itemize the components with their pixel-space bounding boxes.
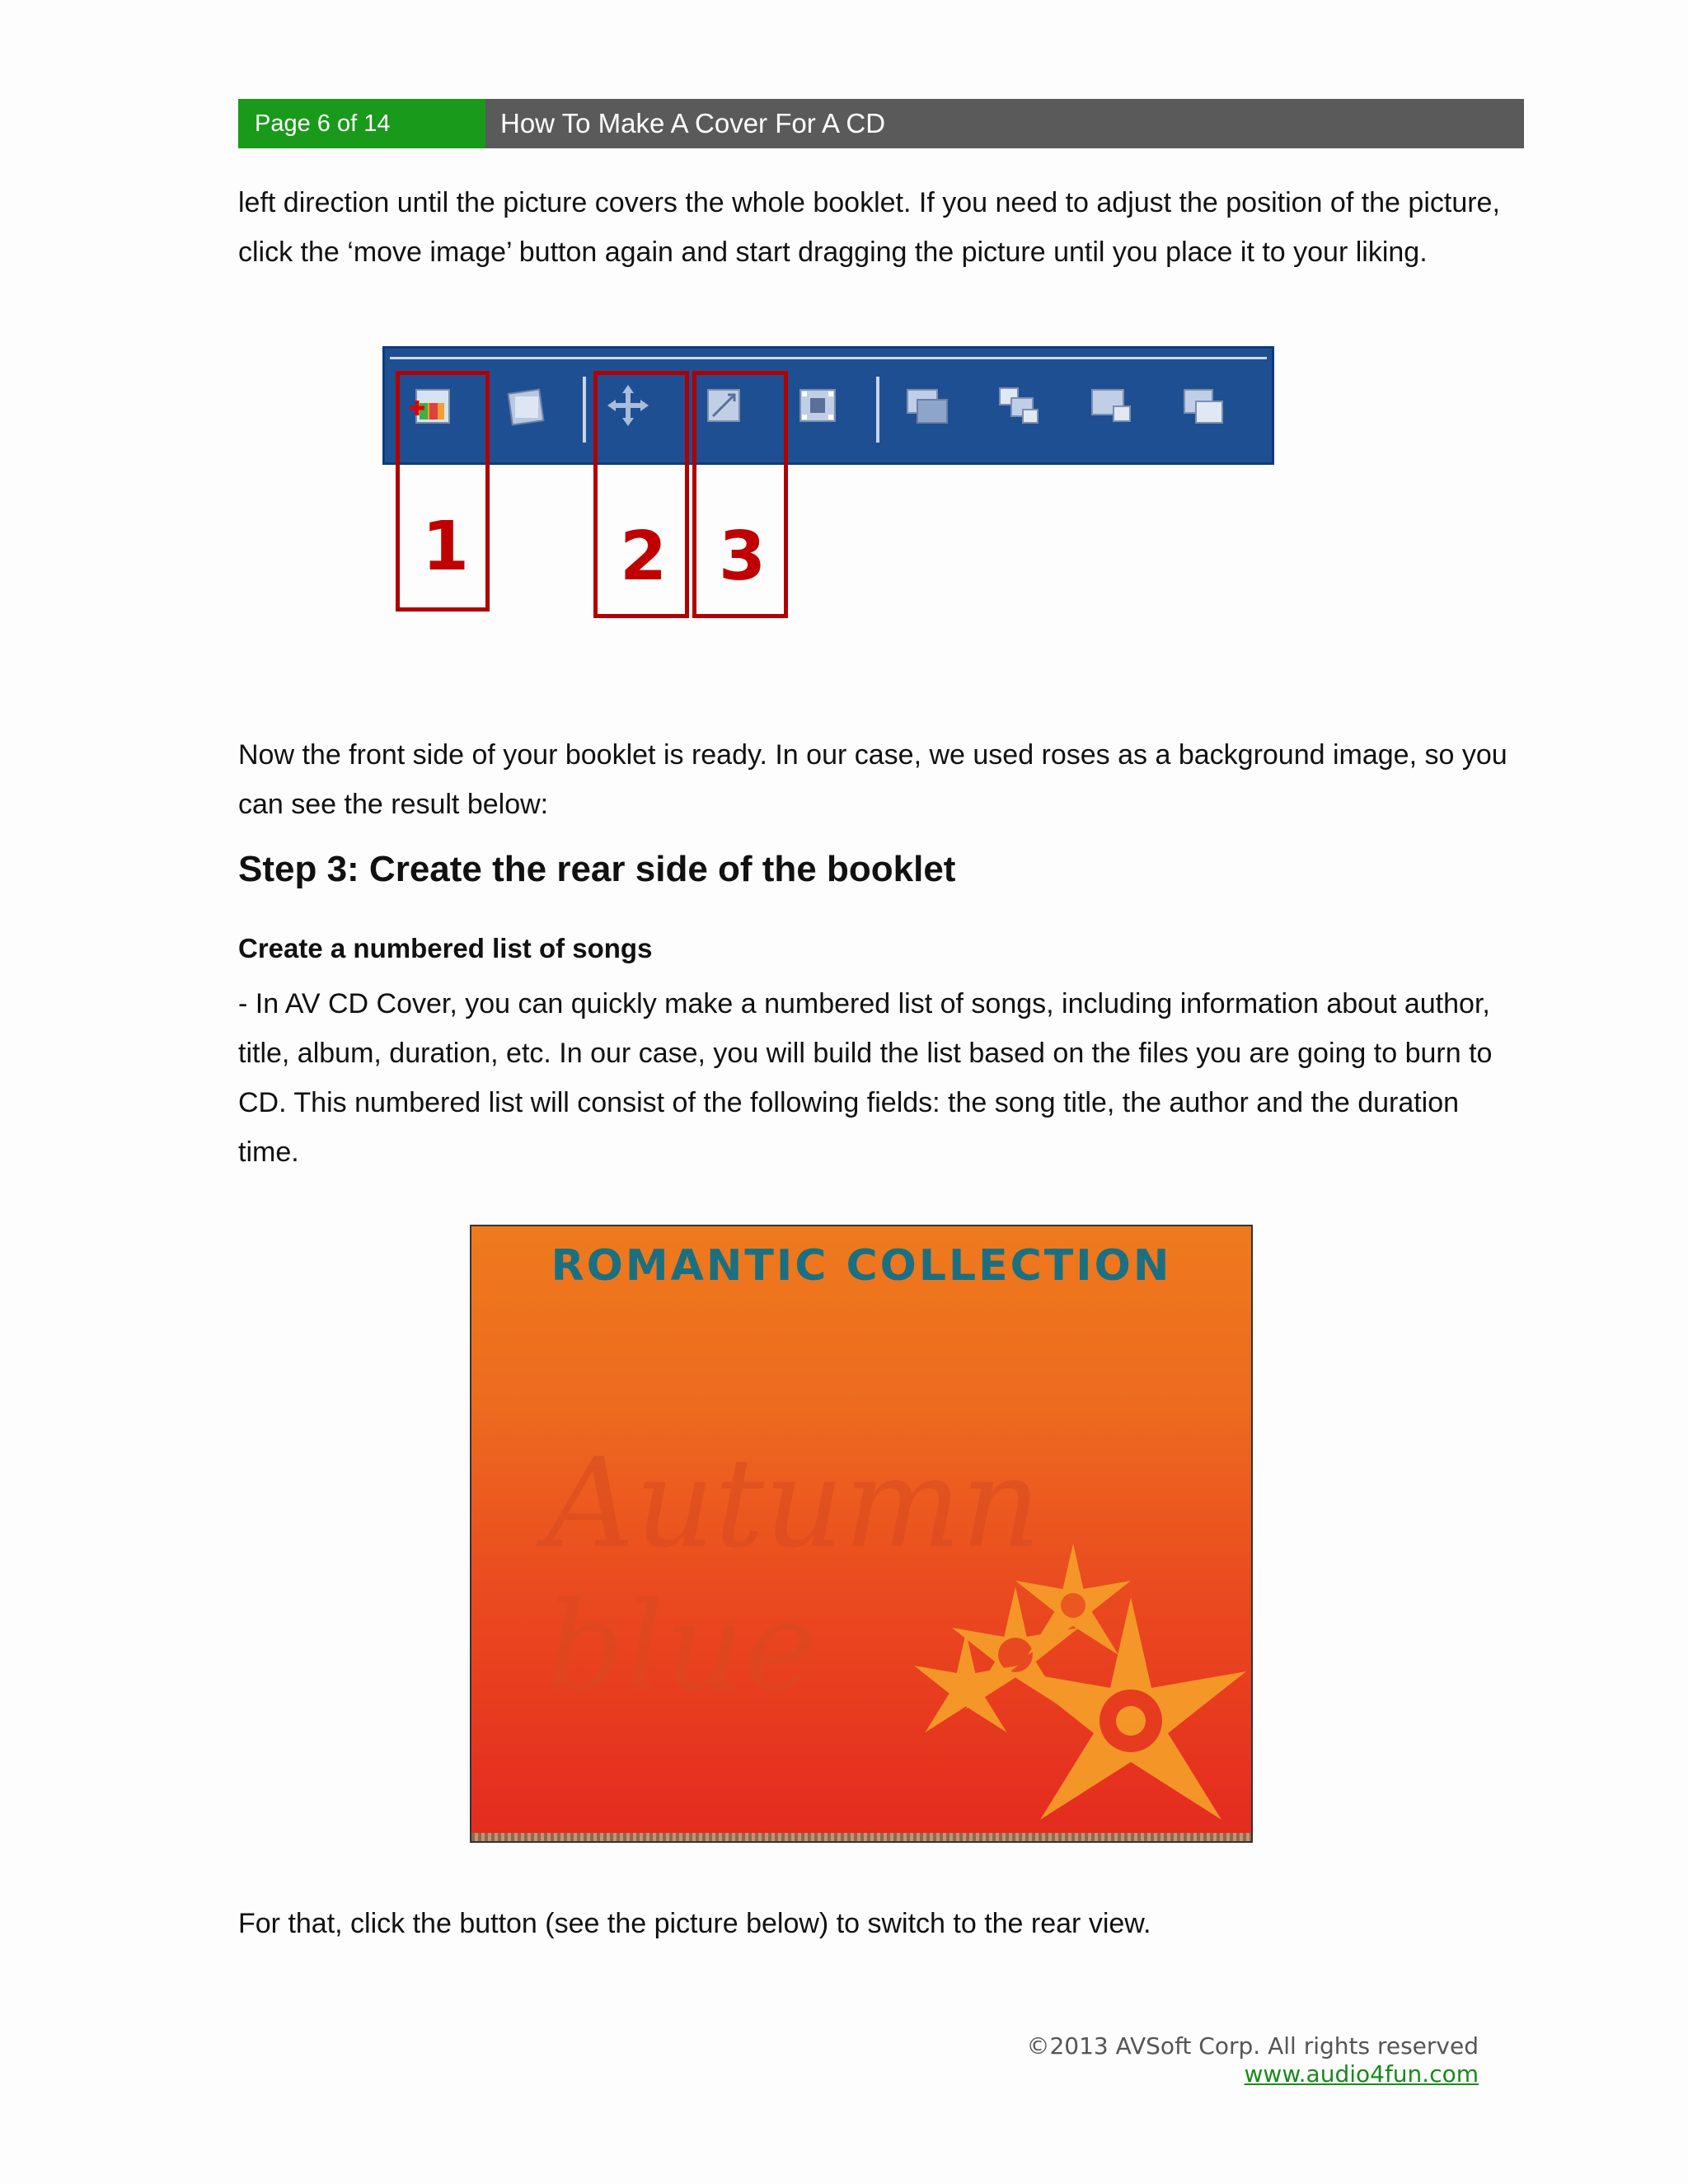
toolbar-screenshot <box>382 346 1274 659</box>
image-border-pattern <box>471 1833 1251 1841</box>
step-heading: Step 3: Create the rear side of the booklet <box>238 849 956 889</box>
paragraph-line: - In AV CD Cover, you can quickly make a numbered list of songs, including information about author, <box>238 988 1490 1019</box>
paragraph-line: click the ‘move image’ button again and start dragging the picture until you place it to your liking. <box>238 237 1428 268</box>
paragraph-line: For that, click the button (see the picture below) to switch to the rear view. <box>238 1908 1151 1939</box>
callout-number-3: 3 <box>719 518 767 596</box>
toolbar-separator <box>876 377 879 443</box>
document-title: How To Make A Cover For A CD <box>485 99 1524 148</box>
page-header <box>238 99 1524 148</box>
paragraph-line: can see the result below: <box>238 789 549 820</box>
page-number: Page 6 of 14 <box>238 99 485 148</box>
callout-number-1: 1 <box>422 508 470 586</box>
layer-icon <box>1085 378 1137 433</box>
paragraph-line: time. <box>238 1137 299 1168</box>
paragraph-line: title, album, duration, etc. In our case, you will build the list based on the files you are going to burn to <box>238 1038 1493 1069</box>
layer-icon <box>1178 378 1229 433</box>
paragraph-line: Now the front side of your booklet is ready. In our case, we used roses as a background image, so you <box>238 739 1507 771</box>
toolbar-bar <box>382 346 1274 465</box>
footer-copyright: ©2013 AVSoft Corp. All rights reserved <box>1026 2032 1479 2060</box>
footer-website-link[interactable]: www.audio4fun.com <box>1244 2060 1479 2088</box>
layer-icon <box>993 378 1044 433</box>
cover-script-text: Autumn blue <box>546 1432 1041 1719</box>
flower-decoration <box>471 1226 1253 1843</box>
cover-title: ROMANTIC COLLECTION <box>551 1241 1172 1291</box>
paragraph-line: CD. This numbered list will consist of the following fields: the song title, the author and the duration <box>238 1087 1460 1118</box>
paragraph-line: left direction until the picture covers the whole booklet. If you need to adjust the position of the picture, <box>238 187 1500 218</box>
layer-icon <box>901 378 952 433</box>
image-icon <box>500 378 551 433</box>
toolbar-separator <box>583 377 586 443</box>
subheading: Create a numbered list of songs <box>238 933 653 963</box>
cd-cover-image <box>470 1225 1253 1843</box>
callout-number-2: 2 <box>620 518 668 596</box>
fit-image-icon <box>792 378 843 433</box>
